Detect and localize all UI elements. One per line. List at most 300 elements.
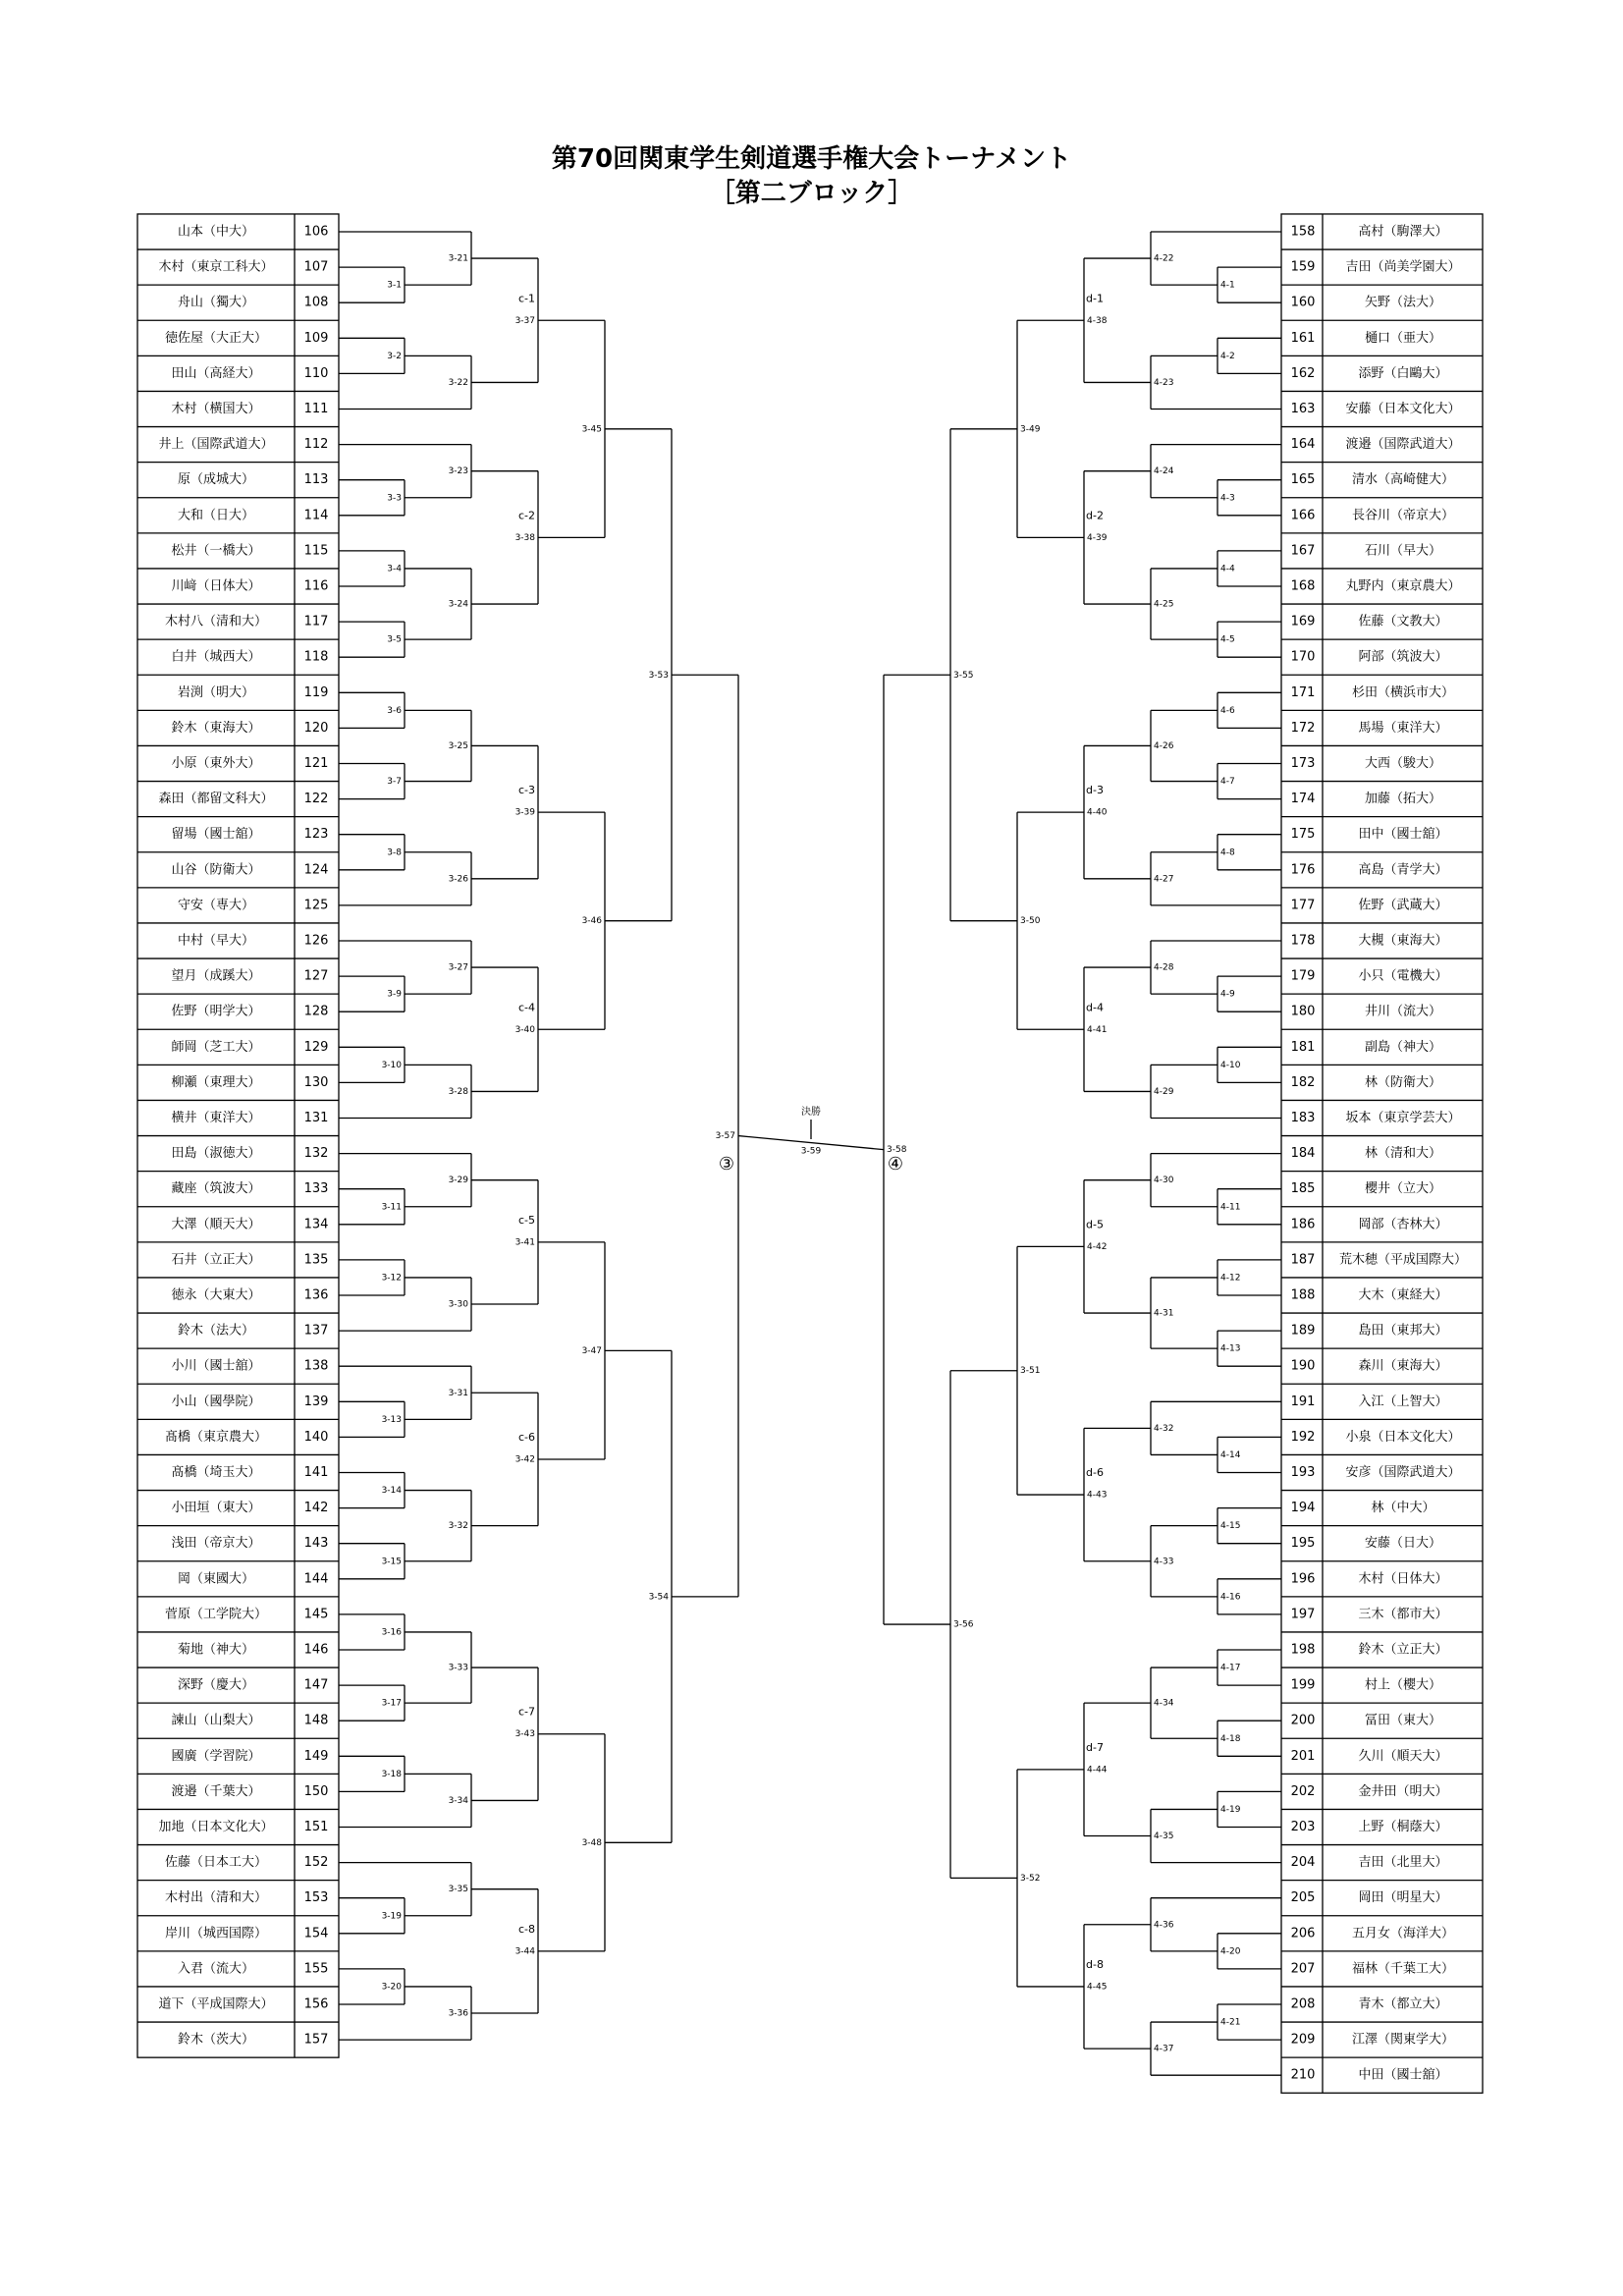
left-player-name: 入君（流大） xyxy=(177,1961,255,1977)
right-player-name: 林（防衛大） xyxy=(1364,1074,1442,1090)
right-match-label: 4-3 xyxy=(1220,493,1235,504)
left-player-number: 130 xyxy=(303,1074,329,1090)
right-player-name: 佐藤（文教大） xyxy=(1358,614,1448,629)
right-semifinal-marker: ④ xyxy=(887,1154,904,1175)
left-player-name: 小原（東外大） xyxy=(171,756,261,771)
left-player-number: 145 xyxy=(303,1607,329,1622)
left-player-name: 原（成城大） xyxy=(177,472,255,488)
right-player-number: 199 xyxy=(1290,1677,1316,1693)
right-player-name: 五月女（海洋大） xyxy=(1351,1926,1455,1941)
right-player-name: 上野（桐蔭大） xyxy=(1358,1820,1448,1834)
left-player-name: 諫山（山梨大） xyxy=(171,1713,261,1728)
right-player-number: 159 xyxy=(1290,259,1316,275)
left-match-label: 3-14 xyxy=(381,1486,402,1497)
right-player-number: 160 xyxy=(1290,295,1316,310)
right-match-label: 4-31 xyxy=(1154,1308,1174,1319)
left-player-number: 142 xyxy=(303,1501,329,1516)
right-player-number: 194 xyxy=(1290,1501,1316,1516)
right-player-name: 矢野（法大） xyxy=(1364,295,1442,310)
left-player-number: 137 xyxy=(303,1323,329,1339)
left-match-label: 3-18 xyxy=(381,1769,402,1779)
right-player-number: 167 xyxy=(1290,543,1316,559)
left-player-name: 舟山（獨大） xyxy=(177,295,255,310)
right-player-name: 鈴木（立正大） xyxy=(1358,1642,1448,1658)
left-player-number: 108 xyxy=(303,295,329,310)
left-player-name: 師岡（芝工大） xyxy=(171,1039,261,1055)
left-group-label: c-8 xyxy=(518,1922,536,1936)
left-match-label: 3-9 xyxy=(387,989,402,1000)
left-player-number: 111 xyxy=(303,402,329,416)
right-player-number: 158 xyxy=(1290,224,1316,240)
right-group-label: d-2 xyxy=(1086,509,1104,522)
right-player-name: 吉田（尚美学園大） xyxy=(1345,259,1461,275)
right-player-number: 179 xyxy=(1290,968,1316,984)
left-match-label: 3-48 xyxy=(581,1837,602,1848)
left-player-number: 156 xyxy=(303,1996,329,2012)
right-match-label: 4-22 xyxy=(1154,253,1174,264)
left-player-name: 木村（東京工科大） xyxy=(158,259,274,275)
left-player-name: 森田（都留文科大） xyxy=(158,792,274,807)
left-player-number: 107 xyxy=(303,259,329,275)
right-match-label: 4-45 xyxy=(1087,1982,1108,1993)
left-match-label: 3-20 xyxy=(381,1982,402,1993)
right-player-number: 171 xyxy=(1290,684,1316,700)
right-player-name: 田中（國士舘） xyxy=(1358,827,1448,843)
left-player-number: 134 xyxy=(303,1217,329,1232)
right-player-number: 185 xyxy=(1290,1181,1316,1197)
left-match-label: 3-35 xyxy=(448,1885,468,1895)
left-match-label: 3-30 xyxy=(448,1299,468,1310)
right-player-name: 馬場（東洋大） xyxy=(1358,720,1448,736)
right-match-label: 4-17 xyxy=(1220,1663,1241,1673)
left-player-name: 菊地（神大） xyxy=(177,1642,255,1658)
right-group-label: d-5 xyxy=(1086,1218,1104,1231)
left-player-name: 木村出（清和大） xyxy=(164,1890,268,1906)
left-semifinal-marker: ③ xyxy=(718,1154,735,1175)
right-match-label: 4-35 xyxy=(1154,1831,1174,1842)
left-group-label: c-3 xyxy=(518,784,536,797)
right-player-name: 高島（青学大） xyxy=(1358,862,1448,878)
left-player-number: 150 xyxy=(303,1783,329,1799)
left-player-number: 131 xyxy=(303,1111,329,1125)
left-player-name: 田島（淑徳大） xyxy=(171,1146,261,1162)
right-match-label: 4-4 xyxy=(1220,564,1235,574)
left-match-label: 3-45 xyxy=(581,424,602,435)
left-player-name: 柳瀬（東理大） xyxy=(171,1074,261,1090)
right-player-name: 杉田（横浜市大） xyxy=(1351,684,1455,700)
right-player-number: 162 xyxy=(1290,365,1316,381)
right-player-number: 180 xyxy=(1290,1004,1316,1019)
left-player-name: 木村（横国大） xyxy=(171,402,261,416)
right-match-label: 3-52 xyxy=(1020,1873,1041,1884)
right-player-name: 長谷川（帝京大） xyxy=(1351,508,1455,523)
right-match-label: 4-39 xyxy=(1087,532,1108,543)
right-player-number: 166 xyxy=(1290,508,1316,523)
right-player-name: 安彦（国際武道大） xyxy=(1345,1465,1461,1480)
left-match-label: 3-42 xyxy=(514,1454,535,1465)
right-group-label: d-6 xyxy=(1086,1466,1104,1480)
left-player-number: 110 xyxy=(303,365,329,381)
right-player-number: 202 xyxy=(1290,1783,1316,1799)
right-match-label: 4-28 xyxy=(1154,962,1174,973)
right-player-name: 村上（櫻大） xyxy=(1364,1677,1442,1693)
left-match-label: 3-28 xyxy=(448,1086,468,1097)
left-player-number: 132 xyxy=(303,1146,329,1162)
left-player-name: 道下（平成国際大） xyxy=(158,1996,274,2012)
right-player-number: 206 xyxy=(1290,1926,1316,1941)
right-player-name: 阿部（筑波大） xyxy=(1358,649,1448,665)
left-match-label: 3-46 xyxy=(581,916,602,927)
right-player-number: 176 xyxy=(1290,862,1316,878)
left-group-label: c-1 xyxy=(518,292,536,305)
right-match-label: 4-32 xyxy=(1154,1423,1174,1434)
right-player-name: 岡部（杏林大） xyxy=(1358,1217,1448,1232)
right-group-label: d-1 xyxy=(1086,292,1104,305)
left-match-label: 3-26 xyxy=(448,874,468,885)
left-player-number: 154 xyxy=(303,1926,329,1941)
right-player-name: 入江（上智大） xyxy=(1358,1394,1448,1409)
right-player-number: 164 xyxy=(1290,437,1316,453)
right-match-label: 4-15 xyxy=(1220,1521,1241,1532)
left-player-number: 129 xyxy=(303,1039,329,1055)
left-player-name: 髙橋（埼玉大） xyxy=(171,1465,261,1480)
left-player-name: 小田垣（東大） xyxy=(171,1501,261,1516)
left-player-name: 留場（國士舘） xyxy=(171,827,261,843)
left-player-name: 渡邉（千葉大） xyxy=(171,1783,261,1799)
right-player-name: 樋口（亜大） xyxy=(1364,330,1442,346)
left-player-name: 國廣（学習院） xyxy=(171,1748,261,1764)
right-player-number: 183 xyxy=(1290,1111,1316,1125)
left-player-number: 136 xyxy=(303,1287,329,1303)
left-match-label: 3-44 xyxy=(514,1946,535,1957)
left-match-label: 3-38 xyxy=(514,532,535,543)
right-match-label: 4-13 xyxy=(1220,1343,1241,1354)
right-player-number: 174 xyxy=(1290,792,1316,807)
right-player-name: 清水（高崎健大） xyxy=(1351,472,1455,488)
right-match-label: 4-8 xyxy=(1220,847,1235,858)
left-player-number: 118 xyxy=(303,649,329,665)
right-match-label: 3-49 xyxy=(1020,424,1041,435)
left-match-label: 3-6 xyxy=(387,705,402,716)
left-match-label: 3-16 xyxy=(381,1627,402,1638)
right-player-number: 203 xyxy=(1290,1820,1316,1834)
right-match-label: 4-37 xyxy=(1154,2044,1174,2054)
left-player-number: 115 xyxy=(303,543,329,559)
left-player-number: 149 xyxy=(303,1748,329,1764)
left-match-label: 3-41 xyxy=(514,1237,535,1248)
right-player-name: 岡田（明星大） xyxy=(1358,1890,1448,1906)
left-player-name: 山本（中大） xyxy=(177,224,255,240)
right-match-label: 4-7 xyxy=(1220,777,1235,788)
right-player-number: 175 xyxy=(1290,827,1316,843)
right-group-label: d-8 xyxy=(1086,1957,1104,1971)
left-player-number: 123 xyxy=(303,827,329,843)
right-player-number: 207 xyxy=(1290,1961,1316,1977)
left-player-number: 114 xyxy=(303,508,329,523)
right-match-label: 3-55 xyxy=(953,670,974,681)
right-group-label: d-4 xyxy=(1086,1001,1104,1014)
left-match-label: 3-15 xyxy=(381,1557,402,1567)
left-match-label: 3-2 xyxy=(387,351,402,361)
right-player-number: 191 xyxy=(1290,1394,1316,1409)
left-match-label: 3-12 xyxy=(381,1273,402,1284)
right-match-label: 4-33 xyxy=(1154,1557,1174,1567)
left-player-number: 141 xyxy=(303,1465,329,1480)
left-match-label: 3-27 xyxy=(448,962,468,973)
right-match-label: 4-43 xyxy=(1087,1490,1108,1501)
right-player-number: 195 xyxy=(1290,1536,1316,1552)
left-match-label: 3-22 xyxy=(448,377,468,388)
right-player-name: 佐野（武蔵大） xyxy=(1358,898,1448,913)
left-player-number: 138 xyxy=(303,1358,329,1374)
right-player-number: 170 xyxy=(1290,649,1316,665)
left-player-number: 143 xyxy=(303,1536,329,1552)
left-player-number: 146 xyxy=(303,1642,329,1658)
right-player-name: 林（清和大） xyxy=(1364,1146,1442,1162)
left-player-name: 藏座（筑波大） xyxy=(171,1181,261,1197)
left-group-label: c-7 xyxy=(518,1705,536,1719)
right-player-number: 169 xyxy=(1290,614,1316,629)
right-player-number: 210 xyxy=(1290,2067,1316,2083)
left-match-label: 3-53 xyxy=(648,670,669,681)
left-match-label: 3-7 xyxy=(387,777,402,788)
right-player-name: 林（中大） xyxy=(1371,1501,1435,1516)
right-player-number: 189 xyxy=(1290,1323,1316,1339)
right-match-label: 4-10 xyxy=(1220,1060,1241,1070)
left-match-label: 3-43 xyxy=(514,1729,535,1740)
left-match-label: 3-31 xyxy=(448,1388,468,1398)
left-group-label: c-2 xyxy=(518,509,536,522)
left-player-number: 106 xyxy=(303,224,329,240)
left-match-label: 3-10 xyxy=(381,1060,402,1070)
left-player-number: 147 xyxy=(303,1677,329,1693)
right-player-number: 190 xyxy=(1290,1358,1316,1374)
left-match-label: 3-19 xyxy=(381,1911,402,1922)
right-group-label: d-7 xyxy=(1086,1740,1104,1754)
right-player-name: 渡邉（国際武道大） xyxy=(1345,437,1461,453)
page-subtitle: ［第二ブロック］ xyxy=(709,179,914,208)
right-match-label: 3-50 xyxy=(1020,916,1041,927)
left-player-name: 岩渕（明大） xyxy=(177,684,255,700)
left-player-name: 横井（東洋大） xyxy=(171,1111,261,1125)
right-player-number: 168 xyxy=(1290,578,1316,594)
left-player-number: 122 xyxy=(303,792,329,807)
left-player-name: 中村（早大） xyxy=(177,933,255,949)
right-player-name: 青木（都立大） xyxy=(1358,1996,1448,2012)
right-match-label: 4-5 xyxy=(1220,634,1235,645)
right-match-label: 4-6 xyxy=(1220,705,1235,716)
final-match-label: 3-59 xyxy=(800,1146,822,1157)
right-player-number: 161 xyxy=(1290,330,1316,346)
left-player-name: 小川（國士舘） xyxy=(171,1358,261,1374)
right-player-name: 大西（駿大） xyxy=(1364,756,1442,771)
left-player-number: 128 xyxy=(303,1004,329,1019)
right-player-name: 安藤（日大） xyxy=(1364,1536,1442,1552)
right-player-name: 添野（白鷗大） xyxy=(1358,365,1448,381)
right-match-label: 4-18 xyxy=(1220,1733,1241,1744)
right-player-number: 204 xyxy=(1290,1855,1316,1871)
right-player-number: 165 xyxy=(1290,472,1316,488)
left-player-name: 石井（立正大） xyxy=(171,1252,261,1268)
right-player-name: 高村（駒澤大） xyxy=(1358,224,1448,240)
right-player-number: 181 xyxy=(1290,1039,1316,1055)
right-match-label: 4-16 xyxy=(1220,1592,1241,1603)
left-player-name: 髙橋（東京農大） xyxy=(164,1429,268,1445)
left-match-label: 3-37 xyxy=(514,315,535,326)
right-player-number: 184 xyxy=(1290,1146,1316,1162)
right-player-number: 173 xyxy=(1290,756,1316,771)
right-match-label: 4-14 xyxy=(1220,1449,1241,1460)
right-player-name: 坂本（東京学芸大） xyxy=(1345,1111,1461,1125)
left-player-name: 木村八（清和大） xyxy=(164,614,268,629)
left-match-label: 3-33 xyxy=(448,1663,468,1673)
right-group-label: d-3 xyxy=(1086,784,1104,797)
left-player-number: 121 xyxy=(303,756,329,771)
left-player-name: 白井（城西大） xyxy=(171,649,261,665)
right-match-label: 4-23 xyxy=(1154,377,1174,388)
right-player-number: 187 xyxy=(1290,1252,1316,1268)
right-player-number: 198 xyxy=(1290,1642,1316,1658)
left-group-label: c-4 xyxy=(518,1001,536,1014)
right-match-label: 4-12 xyxy=(1220,1273,1241,1284)
left-match-label: 3-36 xyxy=(448,2008,468,2019)
right-player-name: 小泉（日本文化大） xyxy=(1345,1429,1461,1445)
left-player-name: 松井（一橋大） xyxy=(171,543,261,559)
left-player-number: 113 xyxy=(303,472,329,488)
right-player-number: 178 xyxy=(1290,933,1316,949)
left-match-label: 3-13 xyxy=(381,1414,402,1425)
left-player-number: 155 xyxy=(303,1961,329,1977)
left-player-name: 岡（東國大） xyxy=(177,1571,255,1587)
right-player-number: 188 xyxy=(1290,1287,1316,1303)
left-player-number: 120 xyxy=(303,720,329,736)
left-player-name: 井上（国際武道大） xyxy=(158,437,274,453)
right-player-name: 福林（千葉工大） xyxy=(1351,1961,1455,1977)
left-player-name: 岸川（城西国際） xyxy=(164,1926,268,1941)
left-player-number: 140 xyxy=(303,1429,329,1445)
right-match-label: 4-20 xyxy=(1220,1946,1241,1957)
right-match-label: 4-38 xyxy=(1087,315,1108,326)
right-match-label: 3-51 xyxy=(1020,1366,1041,1377)
page-title: 第70回関東学生剣道選手権大会トーナメント xyxy=(551,144,1072,174)
left-player-number: 109 xyxy=(303,330,329,346)
left-player-number: 148 xyxy=(303,1713,329,1728)
left-group-label: c-6 xyxy=(518,1430,536,1444)
right-match-label: 4-24 xyxy=(1154,466,1174,477)
left-player-name: 佐野（明学大） xyxy=(171,1004,261,1019)
left-match-label: 3-11 xyxy=(381,1202,402,1213)
left-match-label: 3-3 xyxy=(387,493,402,504)
right-player-number: 172 xyxy=(1290,720,1316,736)
left-match-label: 3-34 xyxy=(448,1795,468,1806)
right-player-name: 島田（東邦大） xyxy=(1358,1323,1448,1339)
right-player-name: 大槻（東海大） xyxy=(1358,933,1448,949)
right-player-name: 吉田（北里大） xyxy=(1358,1855,1448,1871)
right-match-label: 4-25 xyxy=(1154,599,1174,610)
left-player-number: 124 xyxy=(303,862,329,878)
right-player-number: 201 xyxy=(1290,1748,1316,1764)
right-player-name: 荒木穂（平成国際大） xyxy=(1338,1252,1468,1268)
right-player-name: 井川（流大） xyxy=(1364,1004,1442,1019)
left-match-label: 3-1 xyxy=(387,280,402,291)
right-match-label: 4-44 xyxy=(1087,1765,1108,1776)
left-player-name: 徳永（大東大） xyxy=(171,1287,261,1303)
left-player-number: 153 xyxy=(303,1890,329,1906)
left-player-number: 117 xyxy=(303,614,329,629)
left-player-number: 119 xyxy=(303,684,329,700)
right-match-label: 4-21 xyxy=(1220,2017,1241,2028)
left-match-label: 3-5 xyxy=(387,634,402,645)
right-player-name: 石川（早大） xyxy=(1364,543,1442,559)
right-player-name: 中田（國士舘） xyxy=(1358,2067,1448,2083)
left-player-number: 125 xyxy=(303,898,329,913)
left-match-label: 3-39 xyxy=(514,807,535,818)
right-player-number: 209 xyxy=(1290,2032,1316,2048)
right-player-number: 177 xyxy=(1290,898,1316,913)
left-match-label: 3-47 xyxy=(581,1345,602,1356)
left-player-name: 菅原（工学院大） xyxy=(164,1607,268,1622)
right-player-name: 小只（電機大） xyxy=(1358,968,1448,984)
left-match-label: 3-24 xyxy=(448,599,468,610)
right-player-name: 三木（都市大） xyxy=(1358,1607,1448,1622)
left-match-label: 3-54 xyxy=(648,1592,669,1603)
right-player-name: 安藤（日本文化大） xyxy=(1345,402,1461,416)
right-match-label: 4-26 xyxy=(1154,740,1174,751)
left-player-number: 116 xyxy=(303,578,329,594)
left-player-name: 望月（成蹊大） xyxy=(171,968,261,984)
right-match-label: 4-9 xyxy=(1220,989,1235,1000)
left-player-name: 鈴木（法大） xyxy=(177,1323,255,1339)
left-player-name: 加地（日本文化大） xyxy=(158,1820,274,1834)
right-player-number: 163 xyxy=(1290,402,1316,416)
left-match-label: 3-40 xyxy=(514,1024,535,1035)
right-player-number: 192 xyxy=(1290,1429,1316,1445)
left-player-number: 112 xyxy=(303,437,329,453)
right-player-name: 加藤（拓大） xyxy=(1364,792,1442,807)
right-player-name: 木村（日体大） xyxy=(1358,1571,1448,1587)
right-match-label: 4-11 xyxy=(1220,1202,1241,1213)
left-player-number: 139 xyxy=(303,1394,329,1409)
left-player-name: 鈴木（東海大） xyxy=(171,720,261,736)
left-player-name: 浅田（帝京大） xyxy=(171,1536,261,1552)
right-match-label: 4-30 xyxy=(1154,1175,1174,1186)
left-match-label: 3-17 xyxy=(381,1698,402,1709)
left-player-name: 守安（専大） xyxy=(177,898,255,913)
left-player-number: 135 xyxy=(303,1252,329,1268)
left-group-label: c-5 xyxy=(518,1213,536,1227)
right-player-number: 197 xyxy=(1290,1607,1316,1622)
right-match-label: 4-34 xyxy=(1154,1698,1174,1709)
right-match-label: 4-41 xyxy=(1087,1024,1108,1035)
left-match-label: 3-29 xyxy=(448,1175,468,1186)
right-match-label: 4-29 xyxy=(1154,1086,1174,1097)
left-player-name: 徳佐屋（大正大） xyxy=(164,330,268,346)
right-match-label: 4-19 xyxy=(1220,1804,1241,1815)
left-player-name: 山谷（防衛大） xyxy=(171,862,261,878)
right-player-name: 金井田（明大） xyxy=(1358,1783,1448,1799)
right-player-name: 森川（東海大） xyxy=(1358,1358,1448,1374)
right-player-number: 196 xyxy=(1290,1571,1316,1587)
right-match-label: 4-40 xyxy=(1087,807,1108,818)
right-match-label: 3-58 xyxy=(887,1145,907,1156)
left-player-number: 157 xyxy=(303,2032,329,2048)
left-player-name: 田山（高経大） xyxy=(171,365,261,381)
left-match-label: 3-57 xyxy=(715,1131,735,1142)
right-match-label: 4-42 xyxy=(1087,1241,1108,1252)
final-label: 決勝 xyxy=(801,1107,821,1118)
left-player-number: 127 xyxy=(303,968,329,984)
left-player-name: 川﨑（日体大） xyxy=(171,578,261,594)
